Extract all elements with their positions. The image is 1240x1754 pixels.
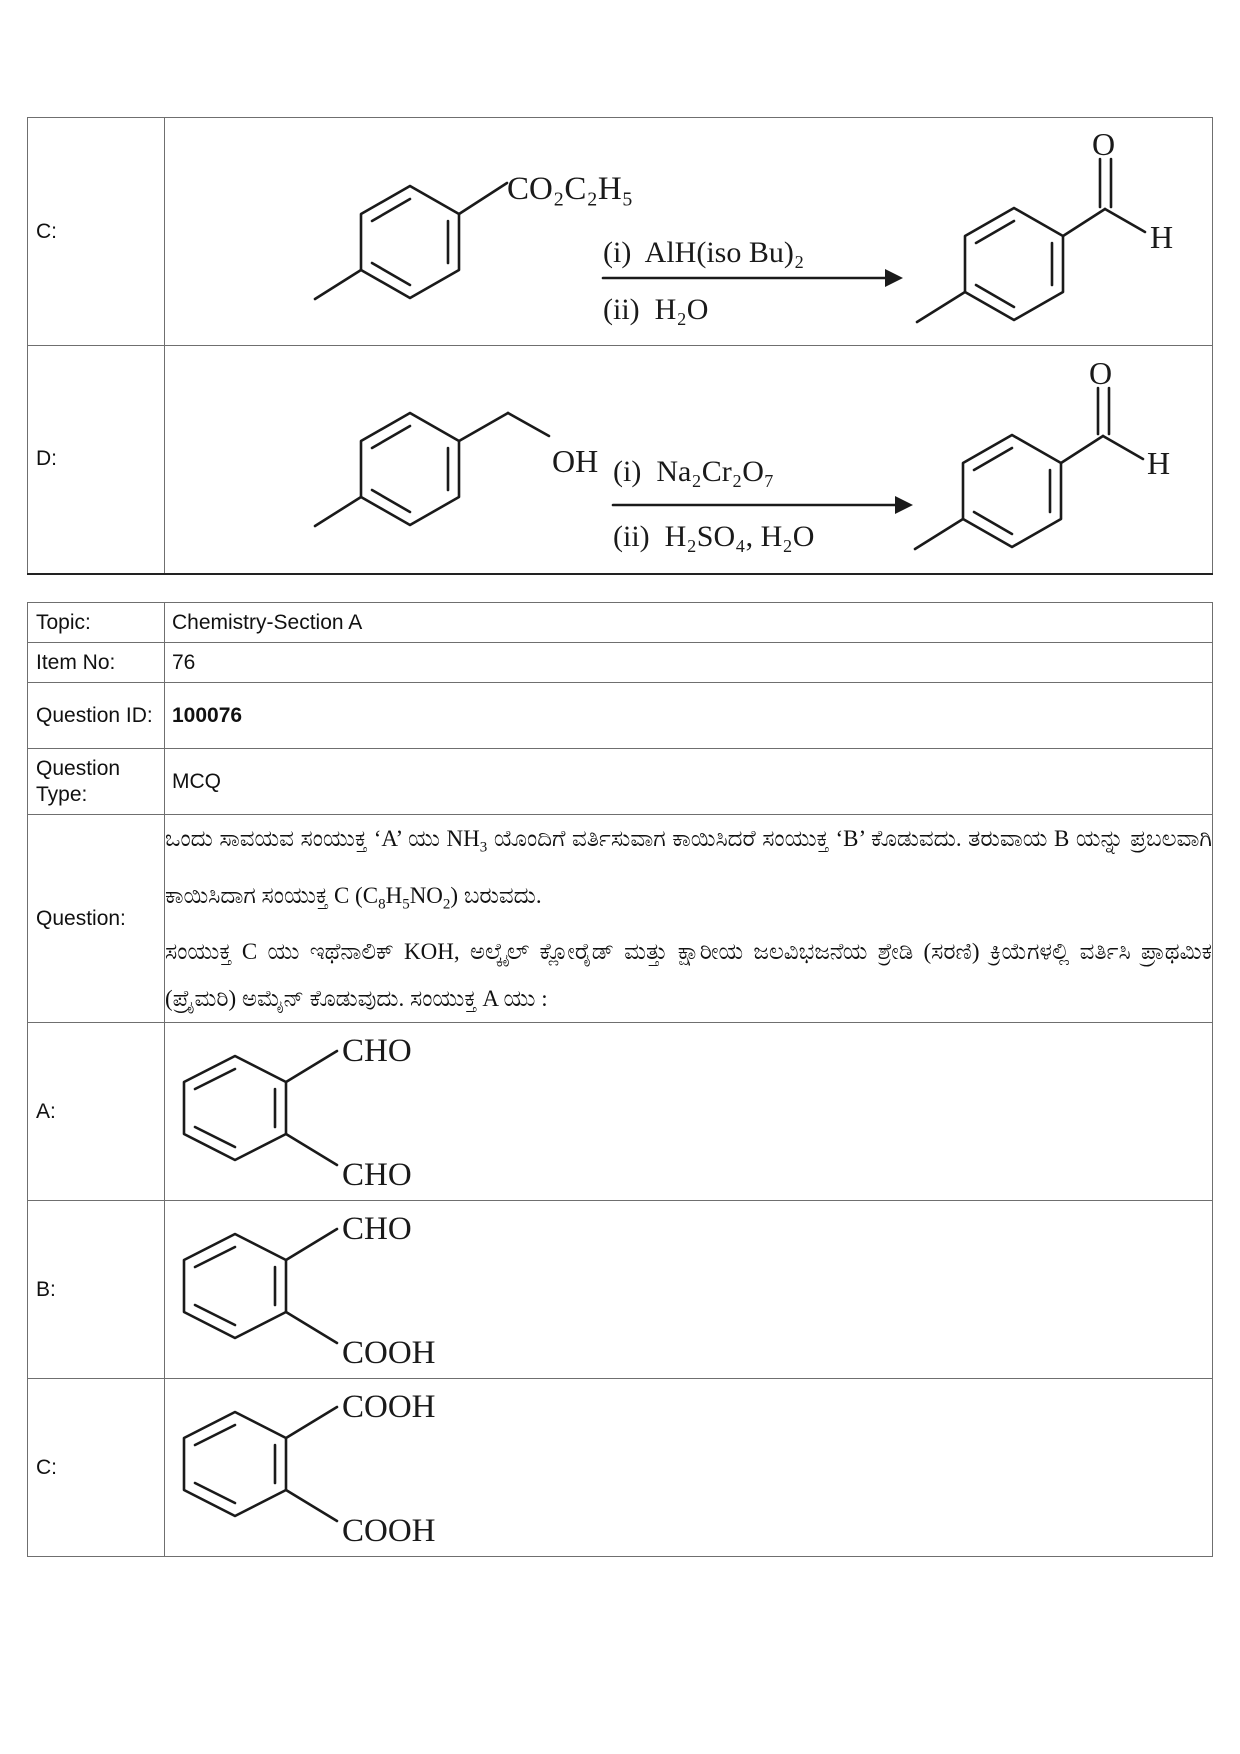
reactant-structure (315, 413, 598, 526)
question-id-row (28, 683, 1213, 749)
reactant-structure (315, 171, 633, 299)
product-oxygen: O (1089, 355, 1113, 392)
option-row-c-prev (28, 118, 1213, 346)
substituent-top: CHO (342, 1210, 412, 1247)
substituent-label: OH (552, 443, 599, 480)
option-b-label: B: (28, 1201, 165, 1379)
product-oxygen: O (1092, 125, 1116, 162)
question-table (27, 602, 1213, 1557)
option-c-structure (165, 1380, 565, 1556)
question-paragraph-2: ಸಂಯುಕ್ತ C ಯು ಇಥೆನಾಲಿಕ್ KOH, ಅಲ್ಕೈಲ್ ಕ್ಲೋರೈಡ್ ಮತ್ತು ಕ್ಷಾರೀಯ ಜಲವಿಭಜನೆಯ ಶ್ರೇಡಿ (ಸರಣಿ) ಕ್ರಿಯೆಗಳಲ್ಲಿ ವರ್ತಿಸಿ ಪ್ರಾಥಮಿಕ (ಪ್ರೈಮರಿ) ಅಮೈನ್ ಕೊಡುವುದು. ಸಂಯುಕ್ತ A ಯು : (165, 939, 1212, 1012)
item-row (28, 643, 1213, 683)
product-structure (917, 126, 1173, 322)
substituent-top: CHO (342, 1032, 412, 1069)
substituent-bottom: CHO (342, 1156, 412, 1193)
reaction-arrow (603, 236, 903, 326)
option-row-a[interactable] (28, 1023, 1213, 1201)
question-type-row (28, 749, 1213, 815)
substituent-bottom: COOH (342, 1334, 436, 1371)
option-row-d-prev (28, 346, 1213, 574)
reagent-2: (ii) H₂O (603, 292, 709, 326)
option-a-structure-cell[interactable] (165, 1023, 1213, 1201)
question-id-label: Question ID: (28, 683, 165, 749)
topic-label: Topic: (28, 603, 165, 643)
option-c-label: C: (28, 1379, 165, 1557)
product-hydrogen: H (1147, 445, 1171, 482)
reaction-cell (165, 346, 1213, 574)
option-c-structure-cell[interactable] (165, 1379, 1213, 1557)
reaction-diagram-c (165, 119, 1215, 345)
option-a-label: A: (28, 1023, 165, 1201)
topic-value: Chemistry-Section A (165, 603, 1213, 643)
option-label: C: (28, 118, 165, 346)
substituent-top: COOH (342, 1388, 436, 1425)
question-type-label: Question Type: (28, 749, 165, 815)
product-structure (915, 355, 1170, 549)
option-b-structure-cell[interactable] (165, 1201, 1213, 1379)
question-label: Question: (28, 815, 165, 1023)
question-text (165, 815, 1213, 1023)
option-row-c[interactable] (28, 1379, 1213, 1557)
reagent-2: (ii) H₂SO₄, H₂O (613, 520, 815, 554)
question-row (28, 815, 1213, 1023)
reagent-1: (i) Na₂Cr₂O₇ (613, 455, 775, 489)
option-b-structure (165, 1202, 565, 1378)
topic-row (28, 603, 1213, 643)
reaction-cell (165, 118, 1213, 346)
question-paragraph-1: ಒಂದು ಸಾವಯವ ಸಂಯುಕ್ತ ‘A’ ಯು $NH_3$ ಯೊಂದಿಗೆ ವರ್ತಿಸುವಾಗ ಕಾಯಿಸಿದರೆ ಸಂಯುಕ್ತ ‘B’ ಕೊಡುವದು. ತರುವಾಯ B ಯನ್ನು ಪ್ರಬಲವಾಗಿ ಕಾಯಿಸಿದಾಗ ಸಂಯುಕ್ತ C $(C_8H_5NO_2)$ ಬರುವದು. (165, 826, 1212, 913)
reaction-arrow (613, 455, 913, 553)
question-type-value: MCQ (165, 749, 1213, 815)
question-id-value: 100076 (165, 683, 1213, 749)
option-a-structure (165, 1024, 565, 1200)
option-row-b[interactable] (28, 1201, 1213, 1379)
reagent-1: (i) AlH(iso Bu)₂ (603, 235, 805, 269)
substituent-bottom: COOH (342, 1512, 436, 1549)
product-hydrogen: H (1150, 218, 1174, 255)
option-label: D: (28, 346, 165, 574)
substituent-label: CO₂C₂H₅ (507, 170, 634, 207)
reaction-diagram-d (165, 346, 1215, 572)
previous-question-options (27, 117, 1213, 575)
item-value: 76 (165, 643, 1213, 683)
item-label: Item No: (28, 643, 165, 683)
